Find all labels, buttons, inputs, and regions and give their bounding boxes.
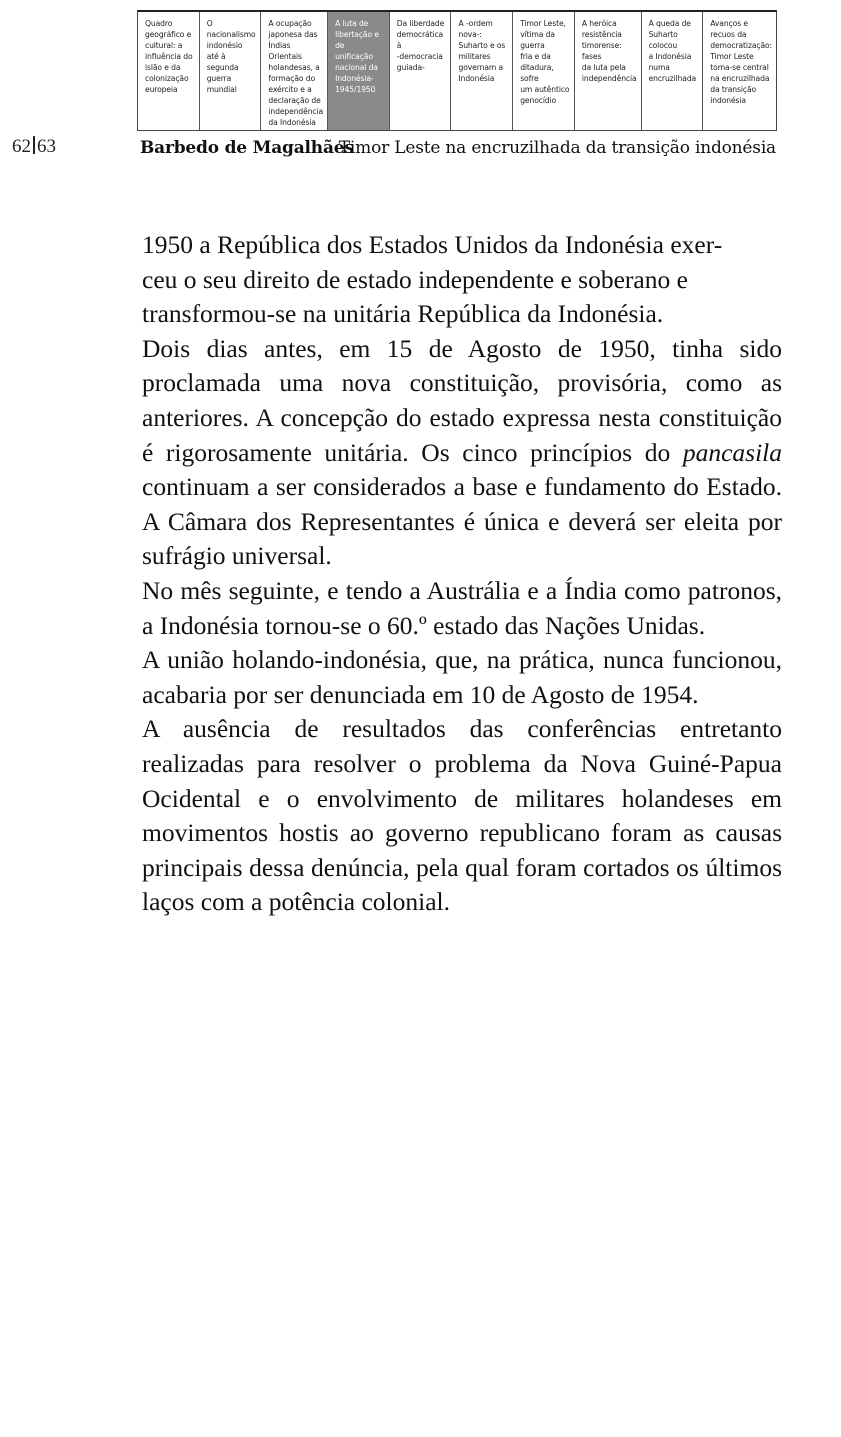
page-number-left: 62 xyxy=(12,136,31,157)
paragraph-3: No mês seguinte, e tendo a Austrália e a Índia como patronos, a Indonésia tornou-se o 60.º estado das Nações Unidas. xyxy=(142,575,782,640)
paragraph-2 xyxy=(142,332,782,574)
pancasila-term: pancasila xyxy=(682,437,782,467)
chapter-tab-5[interactable]: Da liberdade democrática à -democracia guiada- xyxy=(390,12,452,130)
chapter-tab-9[interactable]: A queda de Suharto colocou a Indonésia numa encruzilhada xyxy=(642,12,704,130)
chapter-tab-1[interactable]: Quadro geográfico e cultural: a influência do islão e da colonização europeia xyxy=(138,12,200,130)
chapter-tab-3[interactable]: A ocupação japonesa das Índias Orientais holandesas, a formação do exército e a declaração de independência da Indonésia xyxy=(261,12,328,130)
paragraph-4: A união holando-indonésia, que, na prática, nunca funcionou, acabaria por ser denunciada em 10 de Agosto de 1954. xyxy=(142,645,782,709)
running-header-title: Timor Leste na encruzilhada da transição indonésia xyxy=(338,138,776,158)
paragraph-1: 1950 a República dos Estados Unidos da Indonésia exer- ceu o seu direito de estado independente e soberano e transformou-se na unitária República da Indonésia. xyxy=(142,230,723,329)
chapter-tab-8[interactable]: A heróica resistência timorense: fases da luta pela independência xyxy=(575,12,642,130)
page-number-divider xyxy=(33,136,35,154)
chapter-tab-7[interactable]: Timor Leste, vítima da guerra fria e da ditadura, sofre um autêntico genocídio xyxy=(513,12,575,130)
chapter-navigation-strip xyxy=(137,10,777,131)
paragraph-2-text-a: Dois dias antes, em 15 de Agosto de 1950, tinha sido proclamada uma nova constituição, provisória, como as anteriores. A concepção do estado expressa nesta constituição é rigorosamente unitária. Os cinco princípios do xyxy=(142,333,782,467)
page-number-right: 63 xyxy=(37,136,56,157)
chapter-tab-6[interactable]: A -ordem nova-: Suharto e os militares governam a Indonésia xyxy=(451,12,513,130)
chapter-tab-4-current[interactable]: A luta de libertação e de unificação nacional da Indonésia- 1945/1950 xyxy=(328,12,390,130)
paragraph-5: A ausência de resultados das conferências entretanto realizadas para resolver o problema da Nova Guiné-Papua Ocidental e o envolvimento de militares holandeses em movimentos hostis ao governo republicano foram as causas principais dessa denúncia, pela qual foram cortados os últimos laços com a potência colonial. xyxy=(142,714,782,917)
running-header-author: Barbedo de Magalhães xyxy=(140,138,354,158)
paragraph-2-text-b: continuam a ser considerados a base e fundamento do Estado. A Câmara dos Representantes é única e deverá ser eleita por sufrágio universal. xyxy=(142,472,782,571)
page-number xyxy=(12,136,56,158)
chapter-tab-2[interactable]: O nacionalismo indonésio até à segunda guerra mundial xyxy=(200,12,262,130)
chapter-tab-10[interactable]: Avanços e recuos da democratização: Timor Leste toma-se central na encruzilhada da transição indonésia xyxy=(710,19,773,105)
body-text xyxy=(142,228,782,920)
